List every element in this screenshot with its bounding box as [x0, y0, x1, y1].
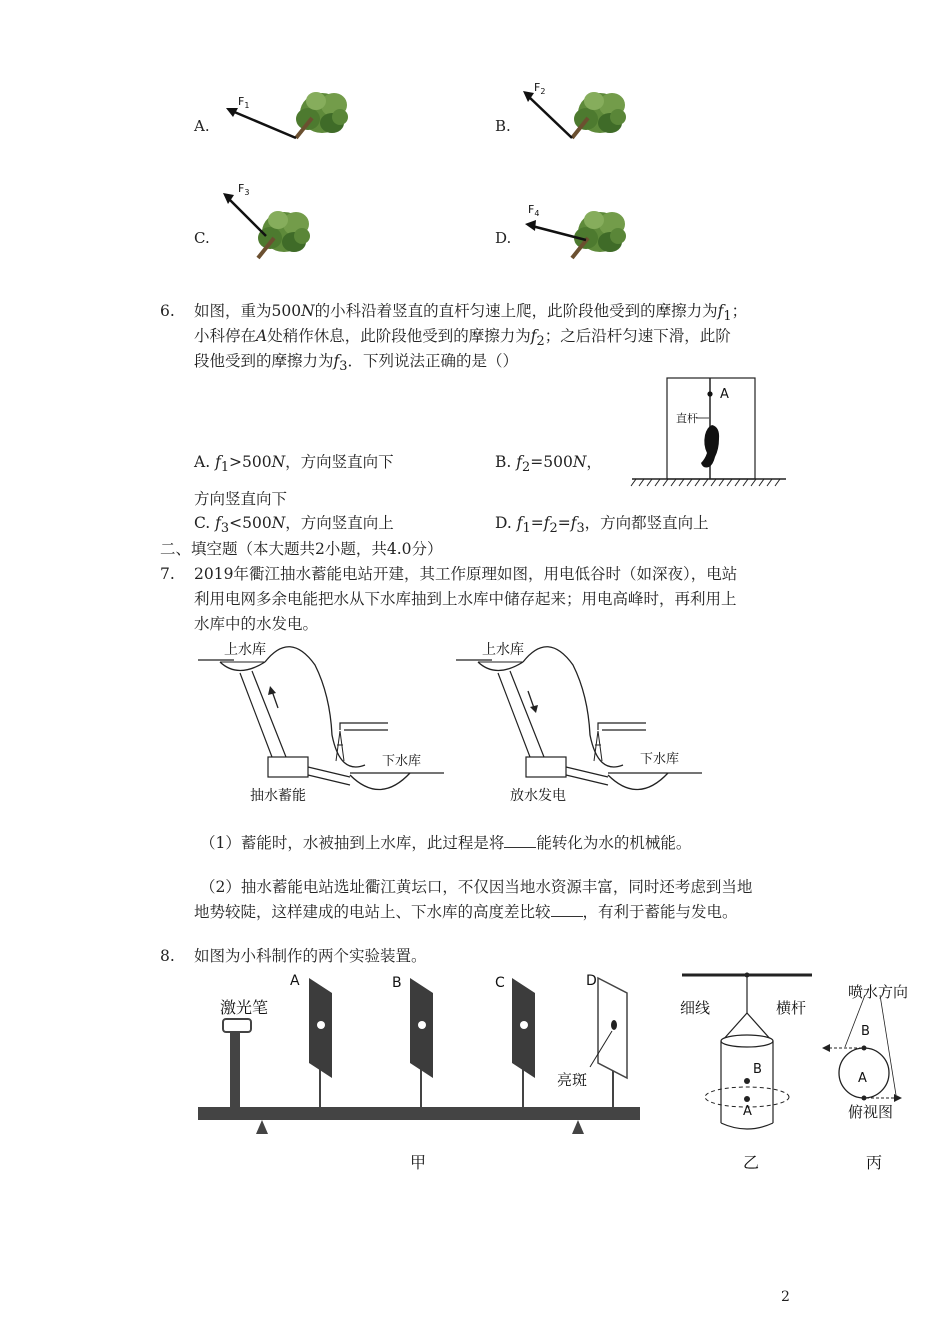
label-light-spot: 亮斑: [557, 1071, 588, 1089]
label-screen-d: D: [586, 973, 597, 989]
caption-bing: 丙: [866, 1153, 883, 1172]
label-spray-direction: 喷水方向: [848, 983, 909, 1001]
q7-sub-2-line-2: 地势较陡，这样建成的电站上、下水库的高度差比较 ，有利于蓄能与发电。: [194, 903, 738, 921]
q5-option-c-letter: C.: [194, 229, 210, 247]
force-arrow-f3: [223, 182, 266, 236]
q7-line-2: 利用电网多余电能把水从下水库抽到上水库中储存起来；用电高峰时，再利用上: [194, 590, 737, 608]
svg-text:F4: $F_4$: [528, 203, 540, 218]
label-screen-c: C: [495, 975, 505, 991]
q7-sub-1: （1）蓄能时，水被抽到上水库，此过程是将 能转化为水的机械能。: [200, 834, 692, 852]
label-screen-b: B: [392, 975, 402, 991]
section-heading: 二、填空题（本大题共2小题，共4.0分）: [160, 540, 443, 558]
q5-option-d-letter: D.: [495, 229, 512, 247]
force-arrow-f2: [523, 81, 572, 138]
label-upper-reservoir: 上水库: [224, 642, 266, 658]
caption-generating: 放水发电: [510, 788, 566, 804]
label-hole-a: A: [743, 1104, 752, 1119]
q5-figures: [0, 0, 950, 290]
q8-text: 如图为小科制作的两个实验装置。: [194, 947, 427, 965]
answer-blank-2[interactable]: [551, 902, 583, 917]
spray-arrow-a: [894, 1094, 902, 1102]
force-arrow-f1: [226, 95, 296, 138]
caption-jia: 甲: [410, 1153, 427, 1172]
q7-line-1: 2019年衢江抽水蓄能电站开建，其工作原理如图，用电低谷时（如深夜），电站: [194, 565, 738, 583]
figure-label-pole: 直杆: [676, 412, 698, 425]
q7-station-figures: [190, 635, 720, 810]
q6-number: 6.: [160, 302, 175, 320]
q7-sub-2-line-1: （2）抽水蓄能电站选址衢江黄坛口，不仅因当地水资源丰富，同时还考虑到当地: [200, 878, 753, 896]
station-diagram-generating: [456, 641, 702, 804]
q6-option-b-continued: 方向竖直向下: [194, 490, 288, 508]
q7-line-3: 水库中的水发电。: [194, 615, 319, 633]
q6-line-1: 如图，重为500N的小科沿着竖直的直杆匀速上爬，此阶段他受到的摩擦力为$f_1$；: [194, 302, 748, 325]
q8-number: 8.: [160, 947, 175, 965]
label-point-b: B: [861, 1024, 870, 1039]
q5-option-b-letter: B.: [495, 117, 511, 135]
q8-figures: [190, 965, 920, 1180]
tree-icon-d: [572, 211, 626, 258]
caption-yi: 乙: [743, 1153, 760, 1172]
q5-option-a-letter: A.: [194, 117, 210, 135]
climber-silhouette: [701, 425, 719, 468]
svg-text:F2: $F_2$: [534, 81, 546, 96]
laser-stand: [230, 1025, 240, 1107]
label-upper-reservoir: 上水库: [482, 642, 524, 658]
q6-option-b[interactable]: B. $f_2=500N$，: [495, 453, 602, 476]
label-top-view: 俯视图: [848, 1103, 894, 1121]
label-laser-pen: 激光笔: [220, 998, 269, 1017]
apparatus-jia: [198, 973, 640, 1172]
tree-icon-b: [572, 92, 626, 138]
answer-blank-1[interactable]: [504, 833, 536, 848]
q6-line-3: 段他受到的摩擦力为$f_3$．下列说法正确的是（）: [194, 352, 518, 375]
caption-pumping: 抽水蓄能: [250, 788, 306, 804]
svg-text:F1: $F_1$: [238, 95, 250, 110]
tree-icon-a: [296, 92, 348, 138]
label-point-a: A: [858, 1071, 867, 1086]
svg-text:F3: $F_3$: [238, 182, 250, 197]
page-number: 2: [781, 1289, 790, 1305]
q6-option-a[interactable]: A. $f_1>500N$，方向竖直向下: [194, 453, 394, 476]
station-diagram-pumping: [198, 641, 444, 804]
label-hole-b: B: [753, 1062, 762, 1077]
q7-number: 7.: [160, 565, 175, 583]
spray-arrow-b: [822, 1044, 830, 1052]
apparatus-bing: [822, 983, 908, 1172]
q6-option-c[interactable]: C. $f_3<500N$，方向竖直向上: [194, 514, 394, 537]
label-screen-a: A: [290, 973, 300, 989]
label-crossbar: 横杆: [776, 999, 807, 1017]
q6-pole-figure: [630, 375, 790, 490]
light-spot: [611, 1020, 617, 1030]
q6-option-d[interactable]: D. $f_1=f_2=f_3$，方向都竖直向上: [495, 514, 709, 537]
label-lower-reservoir: 下水库: [640, 752, 680, 767]
label-lower-reservoir: 下水库: [382, 754, 422, 769]
apparatus-yi: [680, 973, 812, 1173]
label-thread: 细线: [680, 999, 711, 1017]
figure-label-a: A: [720, 387, 729, 402]
laser-pen-icon: [223, 1019, 251, 1032]
q6-line-2: 小科停在A处稍作休息，此阶段他受到的摩擦力为$f_2$；之后沿杆匀速下滑，此阶: [194, 327, 731, 350]
point-a-marker: [707, 391, 712, 396]
